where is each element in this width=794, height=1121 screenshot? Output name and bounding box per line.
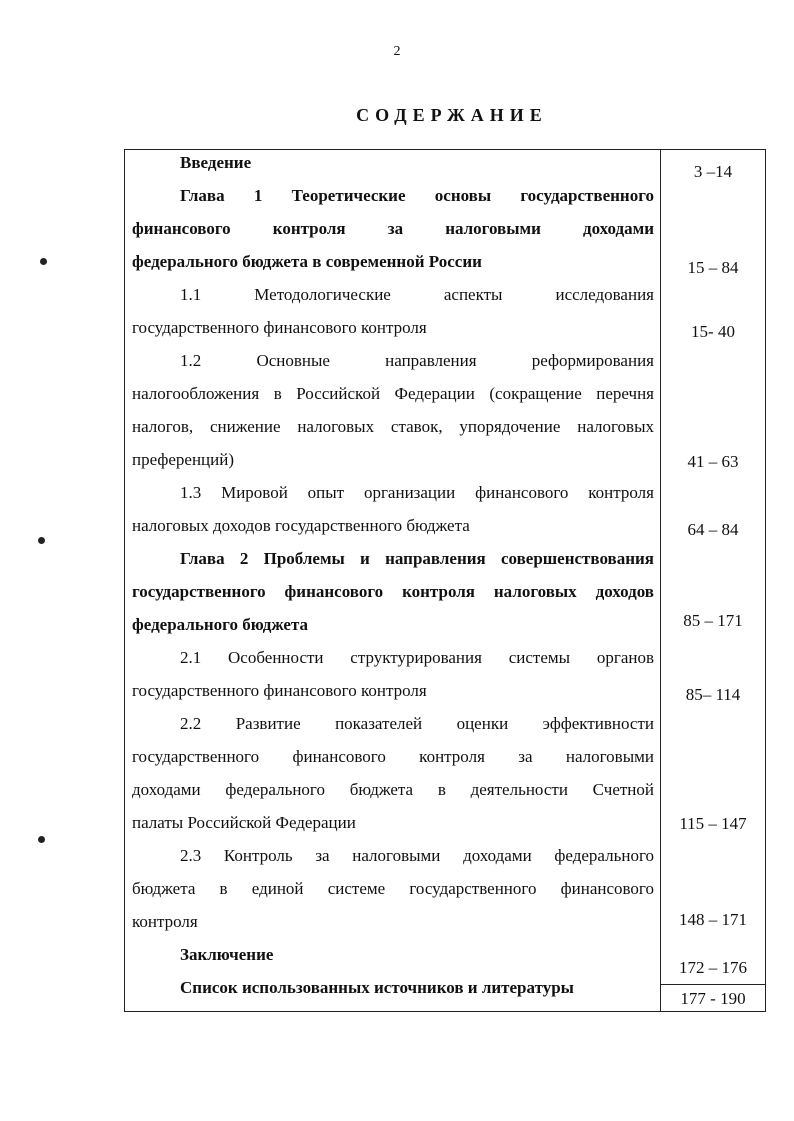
toc-chapter-1-line: Глава 1 Теоретические основы государственного	[180, 186, 654, 205]
page-ref-introduction: 3 –14	[693, 162, 733, 181]
page-ref-references: 177 - 190	[680, 989, 746, 1008]
toc-section-1-1-line: 1.1 Методологические аспекты исследования	[180, 285, 654, 304]
page-ref-chapter-2: 85 – 171	[683, 611, 743, 630]
toc-chapter-1-line: федерального бюджета в современной России	[132, 252, 482, 271]
margin-dot	[38, 836, 45, 843]
toc-chapter-2-line: Глава 2 Проблемы и направления совершенствования	[180, 549, 654, 568]
page-ref-section-1-2: 41 – 63	[687, 452, 739, 471]
toc-section-2-3-line: 2.3 Контроль за налоговыми доходами федерального	[180, 846, 654, 865]
toc-chapter-2-line: государственного финансового контроля налоговых доходов	[132, 582, 654, 601]
row-divider	[660, 984, 765, 985]
page-ref-section-2-1: 85– 114	[685, 685, 741, 704]
toc-section-2-2-line: 2.2 Развитие показателей оценки эффективности	[180, 714, 654, 733]
toc-chapter-2-line: федерального бюджета	[132, 615, 309, 634]
toc-section-2-2-line: палаты Российской Федерации	[132, 813, 356, 832]
page-number: 2	[393, 44, 401, 59]
page-ref-chapter-1: 15 – 84	[687, 258, 739, 277]
toc-section-2-1-line: 2.1 Особенности структурирования системы органов	[180, 648, 654, 667]
column-divider	[660, 150, 661, 1011]
toc-section-2-2-line: государственного финансового контроля за налоговыми	[132, 747, 654, 766]
toc-section-1-2-line: налогов, снижение налоговых ставок, упорядочение налоговых	[132, 417, 654, 436]
toc-section-1-1-line: государственного финансового контроля	[132, 318, 427, 337]
toc-section-2-1-line: государственного финансового контроля	[132, 681, 427, 700]
toc-chapter-1-line: финансового контроля за налоговыми доходами	[132, 219, 654, 238]
page-ref-conclusion: 172 – 176	[679, 958, 747, 977]
toc-section-2-2-line: доходами федерального бюджета в деятельности Счетной	[132, 780, 654, 799]
page-title: СОДЕРЖАНИЕ	[356, 105, 548, 125]
margin-dot	[38, 537, 45, 544]
toc-section-2-3-line: контроля	[132, 912, 198, 931]
toc-entry-references: Список использованных источников и литературы	[180, 978, 574, 997]
toc-section-1-3-line: 1.3 Мировой опыт организации финансового контроля	[180, 483, 654, 502]
page-ref-section-1-1: 15- 40	[691, 322, 735, 341]
page-ref-section-2-2: 115 – 147	[679, 814, 747, 833]
toc-section-1-3-line: налоговых доходов государственного бюджета	[132, 516, 470, 535]
toc-section-1-2-line: преференций)	[132, 450, 235, 469]
toc-section-1-2-line: налогообложения в Российской Федерации (сокращение перечня	[132, 384, 654, 403]
page-ref-section-1-3: 64 – 84	[687, 520, 739, 539]
margin-dot	[40, 258, 47, 265]
toc-entry-conclusion: Заключение	[180, 945, 274, 964]
toc-section-1-2-line: 1.2 Основные направления реформирования	[180, 351, 654, 370]
toc-entry-introduction: Введение	[180, 153, 252, 172]
toc-section-2-3-line: бюджета в единой системе государственного финансового	[132, 879, 654, 898]
page-ref-section-2-3: 148 – 171	[679, 910, 747, 929]
